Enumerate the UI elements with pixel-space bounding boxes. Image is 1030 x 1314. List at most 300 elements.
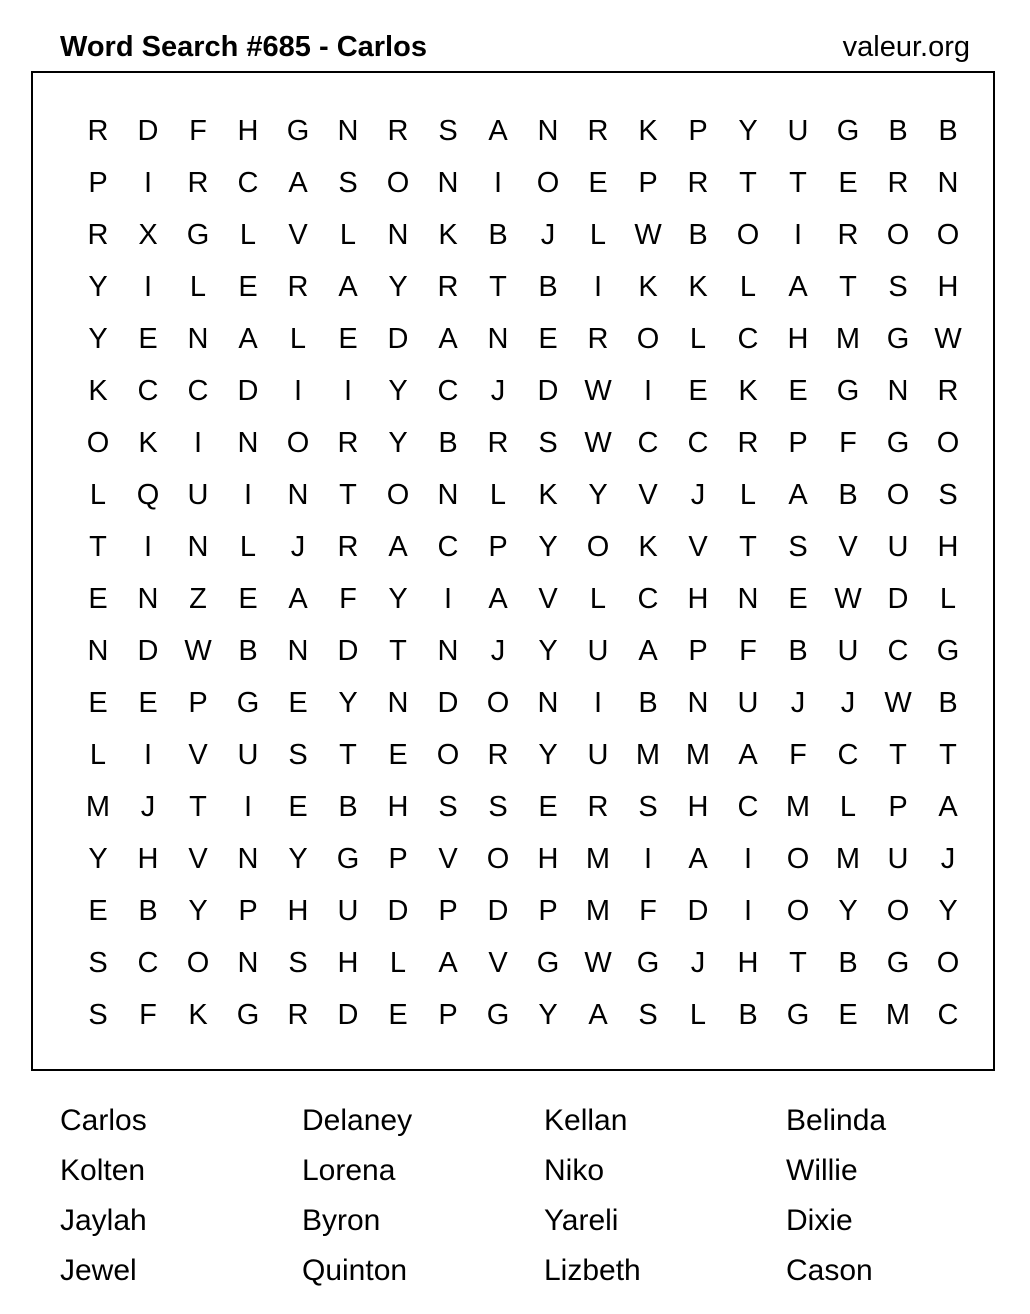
grid-letter: G: [936, 635, 960, 667]
grid-letter: W: [934, 323, 962, 355]
grid-letter: G: [236, 687, 260, 719]
grid-letter: B: [338, 791, 358, 823]
grid-letter: G: [886, 947, 910, 979]
grid-letter: G: [886, 323, 910, 355]
grid-letter: E: [788, 375, 808, 407]
grid-letter: E: [138, 323, 158, 355]
grid-letter: Y: [588, 479, 608, 511]
grid-letter: F: [139, 999, 157, 1031]
grid-letter: R: [887, 167, 909, 199]
grid-letter: A: [788, 479, 808, 511]
grid-letter: R: [587, 115, 609, 147]
grid-letter: B: [788, 635, 808, 667]
grid-letter: V: [488, 947, 508, 979]
grid-letter: A: [588, 999, 608, 1031]
grid-letter: I: [293, 375, 303, 407]
grid-letter: B: [638, 687, 658, 719]
grid-letter: N: [237, 427, 259, 459]
grid-letter: H: [937, 271, 959, 303]
grid-letter: L: [739, 271, 757, 303]
grid-letter: W: [834, 583, 862, 615]
grid-letter: N: [137, 583, 159, 615]
grid-letter: E: [838, 167, 858, 199]
grid-letter: Y: [538, 739, 558, 771]
grid-letter: Y: [738, 115, 758, 147]
grid-letter: A: [488, 115, 508, 147]
grid-letter: B: [838, 947, 858, 979]
grid-letter: S: [488, 791, 508, 823]
grid-letter: L: [239, 219, 257, 251]
grid-letter: R: [337, 531, 359, 563]
grid-letter: S: [538, 427, 558, 459]
grid-letter: L: [389, 947, 407, 979]
grid-letter: Y: [388, 271, 408, 303]
grid-letter: L: [689, 999, 707, 1031]
word-list-item: Jaylah: [60, 1204, 147, 1237]
grid-letter: L: [589, 219, 607, 251]
grid-letter: I: [193, 427, 203, 459]
grid-letter: U: [237, 739, 259, 771]
grid-letter: S: [788, 531, 808, 563]
grid-letter: O: [736, 219, 760, 251]
grid-letter: A: [238, 323, 258, 355]
grid-letter: T: [789, 167, 807, 199]
grid-letter: S: [638, 999, 658, 1031]
grid-letter: G: [186, 219, 210, 251]
grid-letter: J: [690, 479, 706, 511]
grid-letter: L: [489, 479, 507, 511]
grid-letter: Y: [88, 323, 108, 355]
grid-letter: Y: [388, 583, 408, 615]
grid-letter: I: [143, 167, 153, 199]
grid-letter: O: [886, 895, 910, 927]
grid-letter: P: [188, 687, 208, 719]
grid-letter: L: [189, 271, 207, 303]
grid-letter: D: [487, 895, 509, 927]
grid-letter: V: [188, 739, 208, 771]
grid-letter: B: [938, 115, 958, 147]
grid-letter: E: [138, 687, 158, 719]
grid-letter: P: [438, 999, 458, 1031]
word-list-item: Belinda: [786, 1104, 887, 1137]
grid-letter: A: [788, 271, 808, 303]
grid-letter: A: [488, 583, 508, 615]
grid-letter: M: [785, 791, 811, 823]
grid-letter: L: [739, 479, 757, 511]
grid-letter: P: [688, 635, 708, 667]
grid-letter: C: [437, 531, 459, 563]
grid-letter: N: [737, 583, 759, 615]
grid-letter: D: [537, 375, 559, 407]
grid-letter: I: [243, 791, 253, 823]
grid-letter: B: [538, 271, 558, 303]
grid-letter: L: [89, 739, 107, 771]
grid-letter: G: [336, 843, 360, 875]
grid-letter: W: [584, 947, 612, 979]
grid-letter: Y: [288, 843, 308, 875]
grid-letter: N: [437, 167, 459, 199]
grid-letter: O: [86, 427, 110, 459]
grid-letter: X: [138, 219, 158, 251]
grid-letter: D: [137, 115, 159, 147]
word-list-item: Dixie: [786, 1204, 853, 1237]
grid-letter: K: [738, 375, 758, 407]
grid-letter: J: [940, 843, 956, 875]
grid-letter: E: [338, 323, 358, 355]
word-list-item: Yareli: [544, 1204, 619, 1237]
page-title: Word Search #685 - Carlos: [60, 31, 427, 63]
grid-letter: O: [386, 167, 410, 199]
grid-letter: A: [638, 635, 658, 667]
grid-letter: V: [188, 843, 208, 875]
grid-letter: V: [288, 219, 308, 251]
grid-letter: D: [687, 895, 709, 927]
grid-letter: G: [886, 427, 910, 459]
grid-letter: D: [237, 375, 259, 407]
grid-letter: N: [387, 687, 409, 719]
grid-letter: G: [836, 115, 860, 147]
grid-letter: V: [638, 479, 658, 511]
grid-letter: S: [438, 115, 458, 147]
grid-letter: I: [793, 219, 803, 251]
grid-letter: Y: [538, 531, 558, 563]
grid-letter: N: [537, 115, 559, 147]
grid-letter: P: [788, 427, 808, 459]
grid-letter: B: [838, 479, 858, 511]
grid-letter: L: [689, 323, 707, 355]
grid-letter: Y: [188, 895, 208, 927]
grid-letter: F: [789, 739, 807, 771]
grid-letter: T: [889, 739, 907, 771]
grid-letter: K: [638, 531, 658, 563]
grid-letter: R: [287, 271, 309, 303]
word-list-item: Cason: [786, 1254, 873, 1287]
grid-letter: R: [587, 791, 609, 823]
word-list-item: Byron: [302, 1204, 381, 1237]
grid-letter: D: [137, 635, 159, 667]
grid-letter: K: [638, 271, 658, 303]
grid-letter: N: [437, 479, 459, 511]
grid-letter: G: [786, 999, 810, 1031]
grid-letter: L: [339, 219, 357, 251]
grid-letter: I: [443, 583, 453, 615]
grid-letter: N: [387, 219, 409, 251]
grid-letter: C: [937, 999, 959, 1031]
grid-letter: P: [238, 895, 258, 927]
grid-letter: W: [584, 427, 612, 459]
grid-letter: R: [487, 427, 509, 459]
grid-letter: Y: [388, 427, 408, 459]
grid-letter: T: [489, 271, 507, 303]
grid-letter: F: [739, 635, 757, 667]
grid-letter: A: [338, 271, 358, 303]
grid-letter: K: [688, 271, 708, 303]
grid-letter: P: [538, 895, 558, 927]
grid-letter: G: [286, 115, 310, 147]
grid-letter: M: [585, 843, 611, 875]
grid-letter: P: [488, 531, 508, 563]
grid-letter: O: [936, 427, 960, 459]
grid-letter: D: [337, 635, 359, 667]
letter-grid: [73, 105, 973, 1041]
grid-letter: Y: [538, 635, 558, 667]
grid-letter: Y: [938, 895, 958, 927]
grid-letter: N: [887, 375, 909, 407]
grid-letter: J: [290, 531, 306, 563]
grid-letter: O: [286, 427, 310, 459]
grid-letter: J: [840, 687, 856, 719]
grid-letter: U: [787, 115, 809, 147]
grid-letter: M: [835, 843, 861, 875]
grid-letter: N: [537, 687, 559, 719]
grid-letter: O: [486, 687, 510, 719]
grid-letter: Y: [88, 271, 108, 303]
grid-letter: O: [936, 219, 960, 251]
grid-letter: N: [287, 635, 309, 667]
grid-letter: P: [438, 895, 458, 927]
grid-letter: C: [437, 375, 459, 407]
grid-letter: O: [536, 167, 560, 199]
grid-letter: E: [88, 583, 108, 615]
grid-letter: T: [789, 947, 807, 979]
grid-letter: H: [287, 895, 309, 927]
grid-letter: H: [537, 843, 559, 875]
grid-letter: J: [140, 791, 156, 823]
grid-letter: W: [184, 635, 212, 667]
grid-letter: S: [288, 947, 308, 979]
grid-letter: Y: [338, 687, 358, 719]
grid-letter: N: [687, 687, 709, 719]
grid-letter: N: [487, 323, 509, 355]
grid-letter: E: [88, 687, 108, 719]
grid-letter: D: [887, 583, 909, 615]
grid-letter: H: [787, 323, 809, 355]
grid-letter: M: [885, 999, 911, 1031]
grid-letter: C: [737, 791, 759, 823]
grid-letter: N: [237, 947, 259, 979]
grid-letter: Y: [88, 843, 108, 875]
grid-letter: I: [743, 843, 753, 875]
grid-letter: C: [637, 427, 659, 459]
word-list-item: Lorena: [302, 1154, 396, 1187]
grid-letter: K: [188, 999, 208, 1031]
grid-letter: C: [137, 375, 159, 407]
grid-letter: B: [138, 895, 158, 927]
grid-letter: R: [737, 427, 759, 459]
grid-letter: Z: [189, 583, 207, 615]
grid-letter: N: [87, 635, 109, 667]
grid-letter: V: [838, 531, 858, 563]
grid-letter: M: [85, 791, 111, 823]
grid-letter: V: [538, 583, 558, 615]
grid-letter: S: [338, 167, 358, 199]
grid-letter: U: [337, 895, 359, 927]
grid-letter: O: [786, 895, 810, 927]
grid-letter: O: [886, 479, 910, 511]
grid-letter: A: [438, 323, 458, 355]
grid-letter: E: [788, 583, 808, 615]
grid-letter: H: [337, 947, 359, 979]
grid-letter: T: [939, 739, 957, 771]
grid-letter: D: [387, 895, 409, 927]
grid-letter: A: [288, 167, 308, 199]
word-list-item: Kellan: [544, 1104, 628, 1137]
grid-letter: E: [238, 583, 258, 615]
grid-letter: E: [88, 895, 108, 927]
grid-letter: B: [888, 115, 908, 147]
grid-letter: R: [287, 999, 309, 1031]
grid-letter: W: [884, 687, 912, 719]
grid-letter: T: [89, 531, 107, 563]
grid-letter: W: [584, 375, 612, 407]
word-list-item: Willie: [786, 1154, 858, 1187]
word-list-item: Delaney: [302, 1104, 413, 1137]
grid-letter: E: [538, 323, 558, 355]
word-list: [60, 1096, 1020, 1296]
grid-letter: F: [639, 895, 657, 927]
grid-letter: M: [685, 739, 711, 771]
grid-letter: Y: [538, 999, 558, 1031]
grid-letter: L: [89, 479, 107, 511]
grid-letter: M: [835, 323, 861, 355]
grid-letter: R: [387, 115, 409, 147]
grid-letter: R: [187, 167, 209, 199]
site-name: valeur.org: [842, 31, 970, 63]
grid-letter: K: [138, 427, 158, 459]
grid-letter: O: [386, 479, 410, 511]
grid-letter: L: [589, 583, 607, 615]
grid-letter: A: [388, 531, 408, 563]
grid-letter: F: [839, 427, 857, 459]
grid-letter: R: [437, 271, 459, 303]
grid-letter: I: [343, 375, 353, 407]
grid-letter: O: [886, 219, 910, 251]
grid-letter: R: [937, 375, 959, 407]
grid-letter: H: [937, 531, 959, 563]
grid-letter: J: [490, 375, 506, 407]
grid-letter: U: [887, 531, 909, 563]
grid-letter: T: [189, 791, 207, 823]
grid-letter: I: [643, 375, 653, 407]
grid-letter: C: [237, 167, 259, 199]
grid-letter: K: [538, 479, 558, 511]
grid-letter: G: [836, 375, 860, 407]
grid-letter: A: [938, 791, 958, 823]
grid-letter: B: [238, 635, 258, 667]
grid-letter: P: [888, 791, 908, 823]
grid-letter: I: [593, 687, 603, 719]
grid-letter: C: [737, 323, 759, 355]
grid-letter: R: [87, 219, 109, 251]
word-list-item: Quinton: [302, 1254, 408, 1287]
grid-letter: M: [585, 895, 611, 927]
grid-letter: D: [387, 323, 409, 355]
grid-letter: I: [243, 479, 253, 511]
grid-letter: I: [643, 843, 653, 875]
grid-letter: R: [87, 115, 109, 147]
grid-letter: S: [888, 271, 908, 303]
grid-letter: A: [288, 583, 308, 615]
puzzle-frame: [31, 71, 995, 1071]
grid-letter: J: [690, 947, 706, 979]
grid-letter: U: [837, 635, 859, 667]
grid-letter: U: [187, 479, 209, 511]
grid-letter: D: [337, 999, 359, 1031]
grid-letter: R: [837, 219, 859, 251]
grid-letter: U: [887, 843, 909, 875]
grid-letter: B: [738, 999, 758, 1031]
grid-letter: S: [88, 947, 108, 979]
grid-letter: P: [388, 843, 408, 875]
grid-letter: J: [490, 635, 506, 667]
grid-letter: B: [938, 687, 958, 719]
grid-letter: E: [238, 271, 258, 303]
grid-letter: M: [635, 739, 661, 771]
grid-letter: R: [587, 323, 609, 355]
word-list-item: Lizbeth: [544, 1254, 641, 1287]
grid-letter: J: [790, 687, 806, 719]
grid-letter: U: [587, 739, 609, 771]
grid-letter: J: [540, 219, 556, 251]
grid-letter: C: [887, 635, 909, 667]
word-list-item: Jewel: [60, 1254, 137, 1287]
grid-letter: S: [288, 739, 308, 771]
grid-letter: E: [388, 739, 408, 771]
grid-letter: C: [187, 375, 209, 407]
grid-letter: N: [337, 115, 359, 147]
grid-letter: G: [236, 999, 260, 1031]
grid-letter: O: [636, 323, 660, 355]
grid-letter: S: [938, 479, 958, 511]
grid-letter: U: [737, 687, 759, 719]
grid-letter: N: [287, 479, 309, 511]
grid-letter: R: [487, 739, 509, 771]
grid-letter: G: [636, 947, 660, 979]
grid-letter: S: [88, 999, 108, 1031]
grid-letter: V: [688, 531, 708, 563]
grid-letter: T: [389, 635, 407, 667]
grid-letter: A: [738, 739, 758, 771]
grid-letter: O: [786, 843, 810, 875]
grid-letter: E: [838, 999, 858, 1031]
grid-letter: F: [189, 115, 207, 147]
grid-letter: T: [339, 739, 357, 771]
grid-letter: H: [687, 791, 709, 823]
grid-letter: C: [637, 583, 659, 615]
grid-letter: R: [337, 427, 359, 459]
grid-letter: H: [737, 947, 759, 979]
grid-letter: C: [137, 947, 159, 979]
grid-letter: T: [339, 479, 357, 511]
grid-letter: I: [143, 739, 153, 771]
grid-letter: G: [486, 999, 510, 1031]
grid-letter: T: [839, 271, 857, 303]
grid-letter: I: [743, 895, 753, 927]
grid-letter: D: [437, 687, 459, 719]
grid-letter: T: [739, 167, 757, 199]
grid-letter: P: [638, 167, 658, 199]
grid-letter: P: [88, 167, 108, 199]
grid-letter: L: [839, 791, 857, 823]
grid-letter: E: [538, 791, 558, 823]
word-list-item: Niko: [544, 1154, 605, 1187]
grid-letter: Q: [136, 479, 160, 511]
grid-letter: V: [438, 843, 458, 875]
grid-letter: I: [593, 271, 603, 303]
grid-letter: E: [288, 687, 308, 719]
grid-letter: E: [288, 791, 308, 823]
grid-letter: S: [438, 791, 458, 823]
